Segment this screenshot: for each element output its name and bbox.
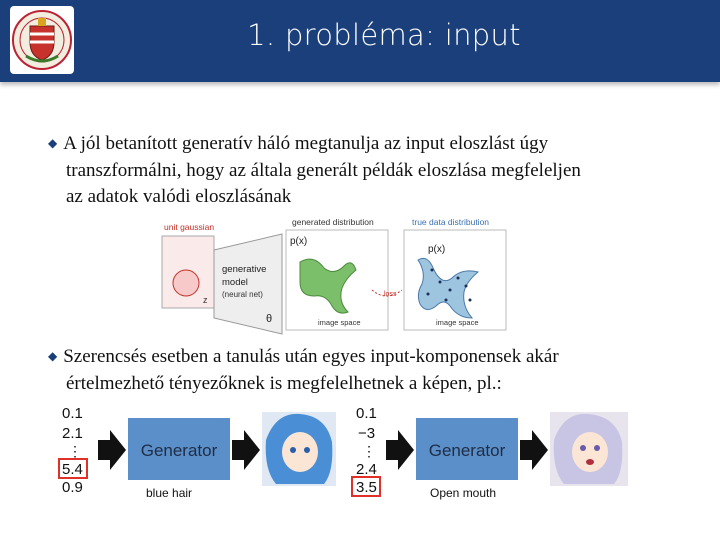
generated-px-label: p(x) <box>290 236 308 247</box>
bullet-2-line-1: Szerencsés esetben a tanulás után egyes input-komponensek akár <box>63 346 559 367</box>
loss-label: loss <box>384 291 397 298</box>
vector-1-value-3: 5.4 <box>62 461 83 478</box>
bullet-marker-icon: ◆ <box>48 349 58 363</box>
vector-2-value-2: ⋮ <box>362 443 376 459</box>
vector-1-value-4: 0.9 <box>62 479 83 496</box>
generated-image-space-label: image space <box>318 318 361 327</box>
true-image-space-label: image space <box>436 318 479 327</box>
generator-2-label: Generator <box>428 441 506 460</box>
model-label-3: (neural net) <box>222 290 263 299</box>
generator-1-label: Generator <box>140 441 218 460</box>
bullet-2-line-2: értelmezhető tényezőknek is megfelelhetnek a képen, pl.: <box>66 373 502 394</box>
arrow-right-icon <box>520 430 548 470</box>
bullet-marker-icon: ◆ <box>48 136 58 150</box>
caption-blue-hair: blue hair <box>146 486 193 500</box>
example-blue-hair <box>59 405 336 500</box>
face-shape <box>572 432 608 472</box>
theta-label: θ <box>266 313 273 325</box>
arrow-right-icon <box>232 430 260 470</box>
vector-1-value-2: ⋮ <box>68 443 82 459</box>
bullet-1-line-1: A jól betanított generatív háló megtanulja az input eloszlást úgy <box>63 133 549 154</box>
generated-distribution-label: generated distribution <box>292 217 374 227</box>
vector-1-value-0: 0.1 <box>62 405 83 422</box>
bullet-1-line-2: transzformálni, hogy az általa generált példák eloszlása megfeleljen <box>66 160 581 181</box>
example-open-mouth <box>352 405 628 500</box>
arrow-right-icon <box>98 430 126 470</box>
unit-gaussian-label: unit gaussian <box>164 222 215 232</box>
page-title: 1. probléma: input <box>247 18 521 52</box>
z-label: z <box>203 295 208 305</box>
vector-2-value-0: 0.1 <box>356 405 377 422</box>
vector-2-value-3: 2.4 <box>356 461 377 478</box>
true-px-label: p(x) <box>428 244 446 255</box>
open-mouth-shape <box>586 459 594 465</box>
arrow-right-icon <box>386 430 414 470</box>
vector-2-value-4: 3.5 <box>356 479 377 496</box>
model-label-2: model <box>222 277 248 288</box>
true-distribution-label: true data distribution <box>412 217 490 227</box>
face-shape <box>282 432 318 472</box>
vector-1-value-1: 2.1 <box>62 425 83 442</box>
caption-open-mouth: Open mouth <box>430 486 497 500</box>
bullet-1-line-3: az adatok valódi eloszlásának <box>66 186 292 207</box>
model-label-1: generative <box>222 264 267 275</box>
vector-2-value-1: −3 <box>358 425 376 442</box>
